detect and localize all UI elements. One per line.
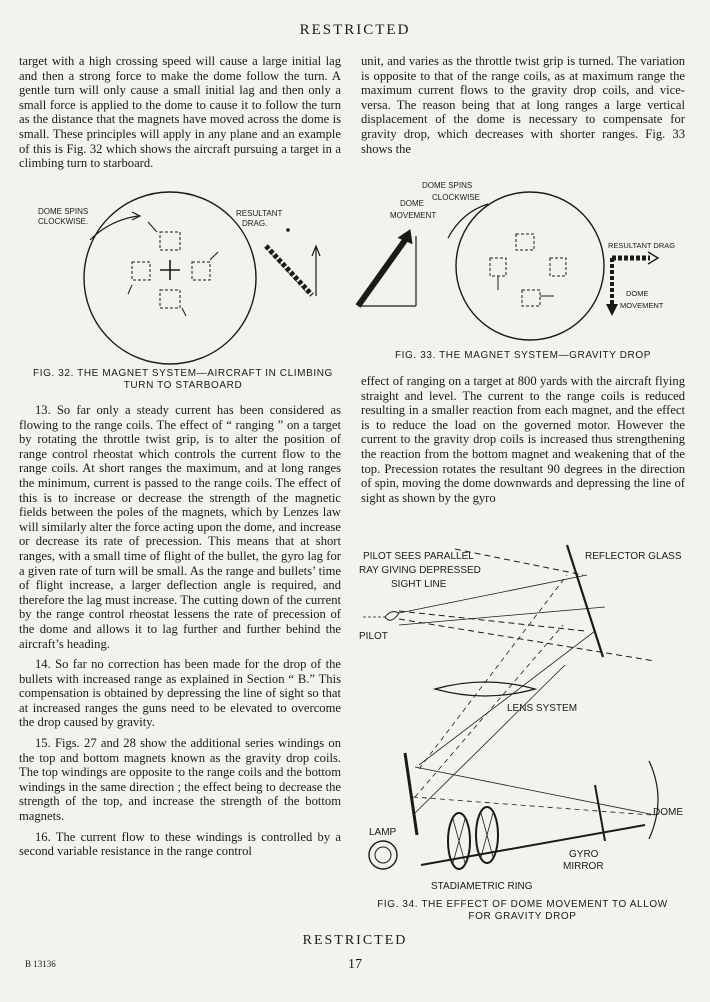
fig33-label-move-r2: MOVEMENT xyxy=(620,301,664,310)
fig32-magnet-right xyxy=(192,262,210,280)
fig34-label-pilot-sees-1: PILOT SEES PARALLEL xyxy=(363,551,474,562)
fig34-dome-arc xyxy=(649,761,658,839)
fig32-spin-arrow xyxy=(90,216,138,240)
figure-34-caption-line-1: FIG. 34. THE EFFECT OF DOME MOVEMENT TO ALLOW xyxy=(377,899,668,910)
fig34-label-reflector: REFLECTOR GLASS xyxy=(585,551,682,562)
fig33-magnet-right xyxy=(550,258,566,276)
fig34-mirror-plate xyxy=(405,753,417,835)
fig33-label-spin-1: DOME SPINS xyxy=(422,181,473,190)
paragraph-continued-right: unit, and varies as the throttle twist grip is turned. The variation is opposite to that of the range coils, as at maximum range the maximum current flows to the gravity drop coils, and vice-versa. The reason being that at long ranges a large vertical displacement of the dome is necessary to compensate for gravity drop, which decreases with shorter ranges. Fig. 33 shows the xyxy=(361,54,685,156)
fig32-label-drag-1: RESULTANT xyxy=(236,209,283,218)
fig34-label-pilot: PILOT xyxy=(359,631,388,642)
paragraph-16: 16. The current flow to these windings is controlled by a second variable resistance in the range control xyxy=(19,829,341,859)
page-number: 17 xyxy=(348,957,362,972)
paragraph-continued-right-2: effect of ranging on a target at 800 yards with the aircraft flying straight and level. The current to the range coils is reduced resulting in a smaller reaction from each magnet, and the effect is to reduce the load on the governed motor. However the current to the gravity drop coils is increased thus strengthening the reaction from the bottom magnet and weakening that of the top. Precession rotates the resultant 90 degrees in the direction of spin, moving the dome downwards and depressing the line of sight as shown by the gyro xyxy=(361,374,685,505)
fig34-label-ring: STADIAMETRIC RING xyxy=(431,881,533,892)
fig32-label-drag-2: DRAG. xyxy=(242,219,268,228)
right-column-mid xyxy=(361,374,685,511)
fig33-label-spin-2: CLOCKWISE xyxy=(432,193,481,202)
figure-33-caption: FIG. 33. THE MAGNET SYSTEM—GRAVITY DROP xyxy=(394,350,652,361)
fig33-magnet-top xyxy=(516,234,534,250)
paragraph-14: 14. So far no correction has been made for the drop of the bullets with increased range as explained in Section “ B.” This compensation is obtained by depressing the line of sight so that at increased ranges the guns need to be elevated to overcome the drop caused by gravity. xyxy=(19,657,341,730)
figure-34-caption-line-2: FOR GRAVITY DROP xyxy=(468,911,577,922)
figure-34-diagram xyxy=(355,535,690,895)
fig34-lens xyxy=(435,682,535,696)
fig33-label-drag: RESULTANT DRAG xyxy=(608,241,676,250)
fig33-magnet-bottom xyxy=(522,290,540,306)
fig32-magnet-top xyxy=(160,232,180,250)
print-code: B 13136 xyxy=(25,959,56,969)
fig32-magnet-bottom xyxy=(160,290,180,308)
fig32-label-spin-2: CLOCKWISE. xyxy=(38,217,89,226)
fig34-label-pilot-sees-2: RAY GIVING DEPRESSED xyxy=(359,565,481,576)
left-column-top xyxy=(19,54,341,177)
figure-32-caption: FIG. 32. THE MAGNET SYSTEM—AIRCRAFT IN CLIMBING TURN TO STARBOARD xyxy=(33,368,333,391)
fig34-label-dome: DOME xyxy=(653,807,683,818)
fig33-magnet-left xyxy=(490,258,506,276)
fig34-label-gyro-1: GYRO xyxy=(569,849,599,860)
fig34-label-gyro-2: MIRROR xyxy=(563,861,604,872)
fig34-lamp xyxy=(369,841,397,869)
fig33-resultant-arrow xyxy=(358,236,408,306)
left-column-body xyxy=(19,403,341,865)
fig32-label-spin-1: DOME SPINS xyxy=(38,207,89,216)
fig34-eye-icon xyxy=(385,612,399,621)
page-header: RESTRICTED xyxy=(299,22,411,38)
fig34-label-lens: LENS SYSTEM xyxy=(507,703,578,714)
paragraph-15: 15. Figs. 27 and 28 show the additional series windings on the top and bottom magnets known as the gravity drop coils. The top windings are opposite to the range coils and the bottom windings in the same direction ; the effect being to decrease the strength of the top, and increase the strength of the bottom magnets. xyxy=(19,736,341,824)
fig33-label-move-r1: DOME xyxy=(626,289,649,298)
fig32-resultant-arrow xyxy=(266,246,312,295)
page-footer: RESTRICTED xyxy=(302,933,408,948)
fig32-magnet-left xyxy=(132,262,150,280)
paragraph-13: 13. So far only a steady current has been considered as flowing to the range coils. The effect of “ ranging ” on a target by rotating the throttle twist grip, is to alter the position of range control rheostat which controls the current flow to the range coils. At short ranges the maximum, and at long ranges the minimum, current is passed to the range coils. The effect of this is to increase or decrease the strength of the magnetic fields between the poles of the magnets, which by Lenzes law will similarly alter the force acting upon the dome, and increase or decrease its rate of precession. This means that at short ranges, with a small time of flight of the bullet, the gyro lag for a given rate of turn will be small. As the range and bullets’ time of flight increase, a larger deflection angle is required, and therefore the lag must increase. The cutting down of the current by the range control rheostat lessens the rate of precession of the dome and allows it to lag further and further behind the aircraft’s heading. xyxy=(19,403,341,651)
figure-32-diagram xyxy=(20,200,350,370)
fig34-label-lamp: LAMP xyxy=(369,827,397,838)
paragraph-continued: target with a high crossing speed will cause a large initial lag and then a strong force to make the dome follow the turn. A gentle turn will only cause a small initial lag and then only a small force is applied to the dome to cause it to follow the turn as the distance that the magnets have moved across the dome is small. These principles will apply in any plane and an example of this is Fig. 32 which shows the aircraft pursuing a target in a climbing turn to starboard. xyxy=(19,54,341,171)
right-column-top xyxy=(361,54,685,162)
fig33-dome-circle xyxy=(456,192,604,340)
fig33-label-move-1: DOME xyxy=(400,199,424,208)
fig33-label-move-2: MOVEMENT xyxy=(390,211,437,220)
fig34-label-pilot-sees-3: SIGHT LINE xyxy=(391,579,447,590)
figure-34-caption xyxy=(355,899,690,923)
figure-33-diagram xyxy=(350,178,690,348)
